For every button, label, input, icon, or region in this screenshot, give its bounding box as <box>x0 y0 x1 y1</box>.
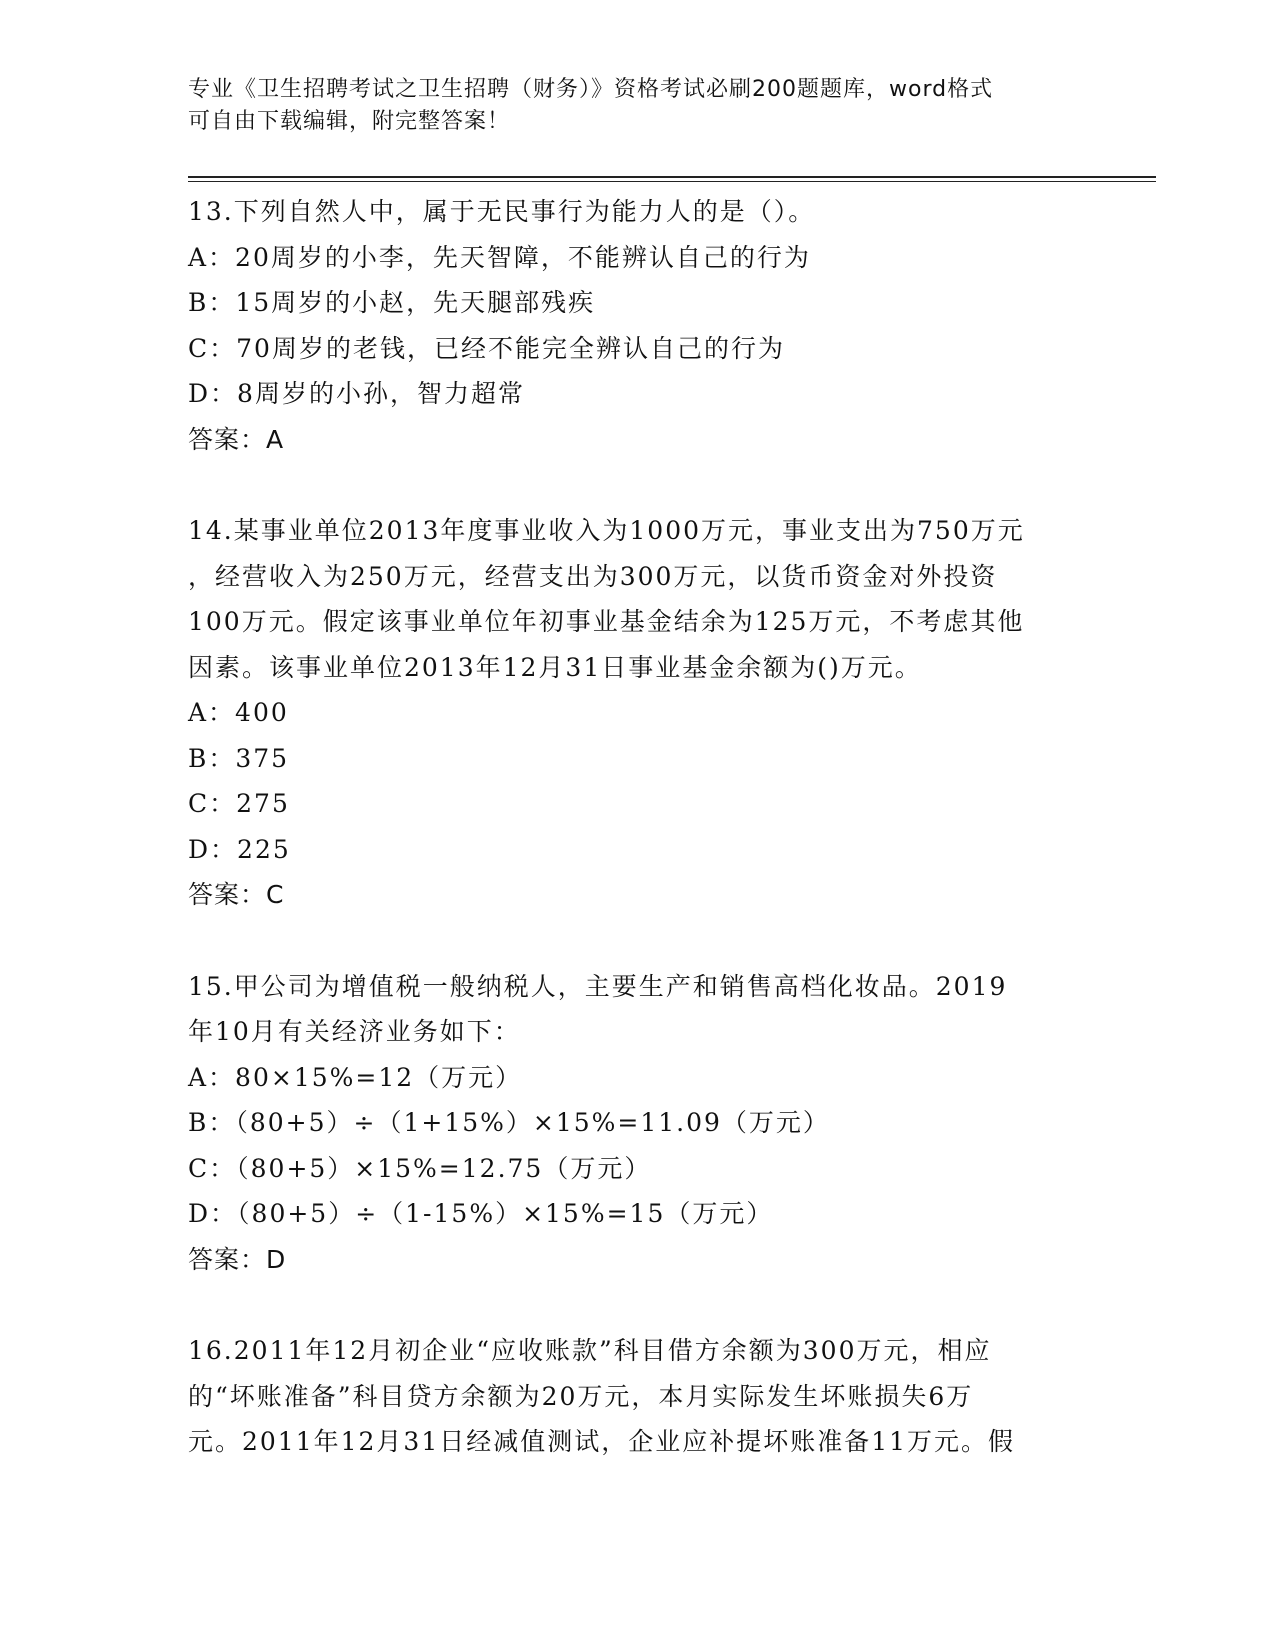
option-d: D：225 <box>188 834 291 864</box>
option-b: B：（80+5）÷（1+15%）×15%=11.09（万元） <box>188 1108 830 1137</box>
header-line: 专业《卫生招聘考试之卫生招聘（财务）》资格考试必刷200题题库，word格式 <box>188 77 994 102</box>
option-b: B：15周岁的小赵，先天腿部残疾 <box>188 288 596 317</box>
header-divider-thick <box>188 176 1156 178</box>
question-text: ，经营收入为250万元，经营支出为300万元，以货币资金对外投资 <box>188 561 998 591</box>
question-text: 14.某事业单位2013年度事业收入为1000万元，事业支出为750万元 <box>188 516 1025 545</box>
question-text: 100万元。假定该事业单位年初事业基金结余为125万元，不考虑其他 <box>188 607 1025 636</box>
option-a: A：20周岁的小李，先天智障，不能辨认自己的行为 <box>188 242 811 272</box>
question-text: 13.下列自然人中，属于无民事行为能力人的是（）。 <box>188 197 816 226</box>
question-text: 因素。该事业单位2013年12月31日事业基金余额为()万元。 <box>188 652 922 682</box>
spacer <box>188 1282 1088 1328</box>
spacer <box>188 918 1088 964</box>
option-c: C：70周岁的老钱，已经不能完全辨认自己的行为 <box>188 333 785 363</box>
question-16 <box>188 1328 1088 1465</box>
question-text: 15.甲公司为增值税一般纳税人，主要生产和销售高档化妆品。2019 <box>188 971 1008 1001</box>
question-14 <box>188 508 1088 918</box>
header-line: 可自由下载编辑，附完整答案！ <box>188 109 511 134</box>
answer: 答案：D <box>188 1244 287 1274</box>
option-c: C：（80+5）×15%=12.75（万元） <box>188 1153 652 1183</box>
option-a: A：80×15%=12（万元） <box>188 1062 523 1092</box>
question-text: 16.2011年12月初企业“应收账款”科目借方余额为300万元，相应 <box>188 1336 992 1365</box>
question-text: 的“坏账准备”科目贷方余额为20万元，本月实际发生坏账损失6万 <box>188 1381 974 1411</box>
option-d: D：8周岁的小孙，智力超常 <box>188 379 525 408</box>
question-list <box>188 189 1088 1465</box>
option-d: D：（80+5）÷（1-15%）×15%=15（万元） <box>188 1199 774 1228</box>
question-15 <box>188 964 1088 1283</box>
answer: 答案：C <box>188 880 285 909</box>
question-13 <box>188 189 1088 462</box>
header-divider-thin <box>188 181 1156 182</box>
document-header <box>188 74 1088 138</box>
option-c: C：275 <box>188 789 290 818</box>
option-b: B：375 <box>188 743 290 773</box>
question-text: 元。2011年12月31日经减值测试，企业应补提坏账准备11万元。假 <box>188 1427 1016 1456</box>
option-a: A：400 <box>188 698 289 727</box>
answer: 答案：A <box>188 424 285 454</box>
question-text: 年10月有关经济业务如下： <box>188 1017 521 1046</box>
spacer <box>188 462 1088 508</box>
